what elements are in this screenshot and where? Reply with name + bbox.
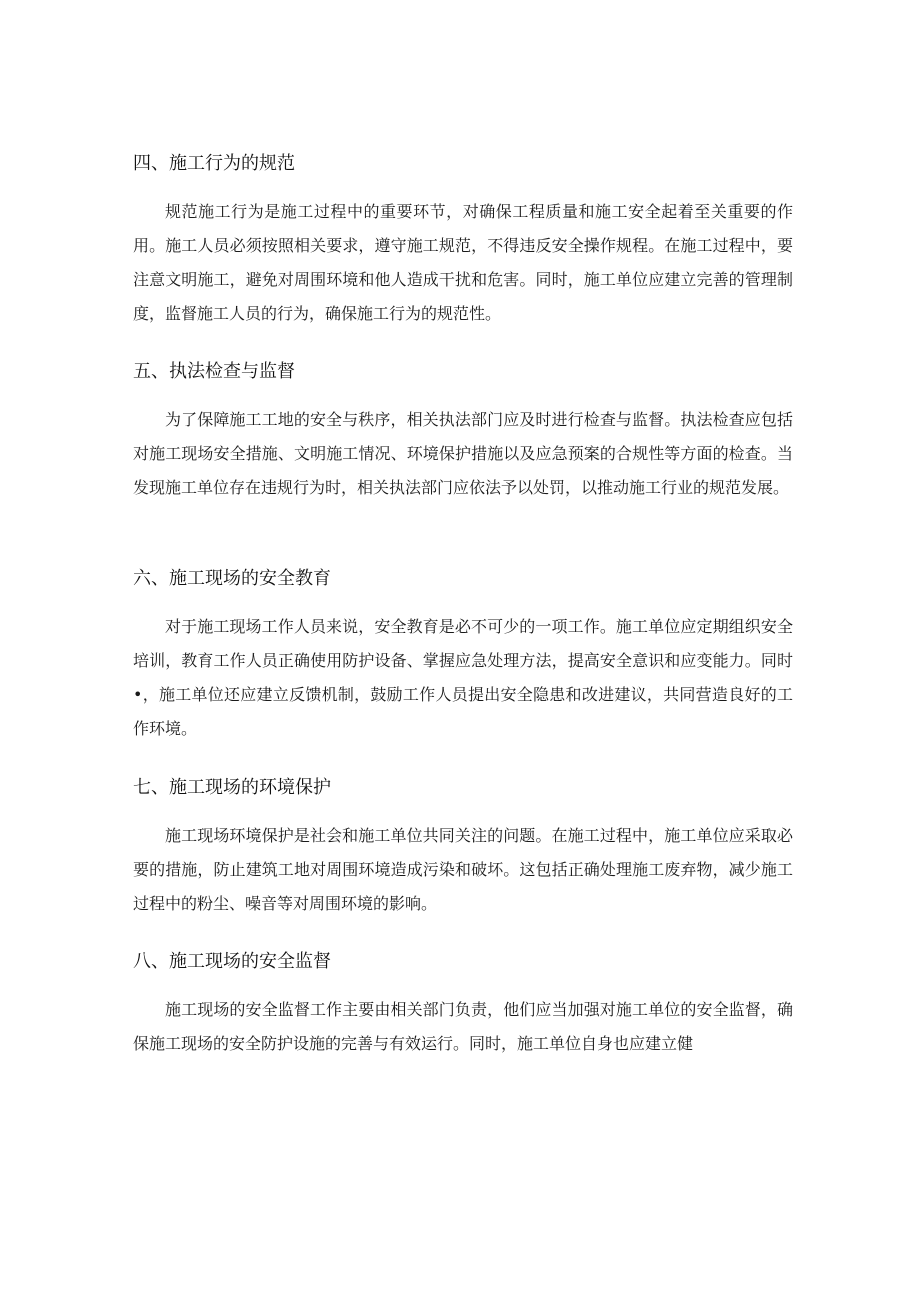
section-heading: 五、执法检查与监督 [133,361,295,382]
section-heading: 七、施工现场的环境保护 [133,777,331,798]
section-paragraph: 施工现场的安全监督工作主要由相关部门负责，他们应当加强对施工单位的安全监督，确保施工现场的安全防护设施的完善与有效运行。同时，施工单位自身也应建立健 [133,1000,793,1053]
section-5 [133,359,793,505]
section-8 [133,949,793,1061]
section-7 [133,775,793,921]
section-paragraph: 为了保障施工工地的安全与秩序，相关执法部门应及时进行检查与监督。执法检查应包括对施工现场安全措施、文明施工情况、环境保护措施以及应急预案的合规性等方面的检查。当发现施工单位存在违规行为时，相关执法部门应依法予以处罚，以推动施工行业的规范发展。 [133,410,793,497]
section-heading: 四、施工行为的规范 [133,153,295,174]
section-paragraph: 施工现场环境保护是社会和施工单位共同关注的问题。在施工过程中，施工单位应采取必要的措施，防止建筑工地对周围环境造成污染和破坏。这包括正确处理施工废弃物，减少施工过程中的粉尘、噪音等对周围环境的影响。 [133,826,793,913]
section-4 [133,151,793,331]
section-paragraph: 规范施工行为是施工过程中的重要环节，对确保工程质量和施工安全起着至关重要的作用。施工人员必须按照相关要求，遵守施工规范，不得违反安全操作规程。在施工过程中，要注意文明施工，避免对周围环境和他人造成干扰和危害。同时，施工单位应建立完善的管理制度，监督施工人员的行为，确保施工行为的规范性。 [133,202,793,323]
section-6 [133,566,793,746]
section-heading: 六、施工现场的安全教育 [133,568,331,589]
section-paragraph: 对于施工现场工作人员来说，安全教育是必不可少的一项工作。施工单位应定期组织安全培训，教育工作人员正确使用防护设备、掌握应急处理方法，提高安全意识和应变能力。同时•，施工单位还应建立反馈机制，鼓励工作人员提出安全隐患和改进建议，共同营造良好的工作环境。 [133,617,793,738]
section-heading: 八、施工现场的安全监督 [133,951,331,972]
